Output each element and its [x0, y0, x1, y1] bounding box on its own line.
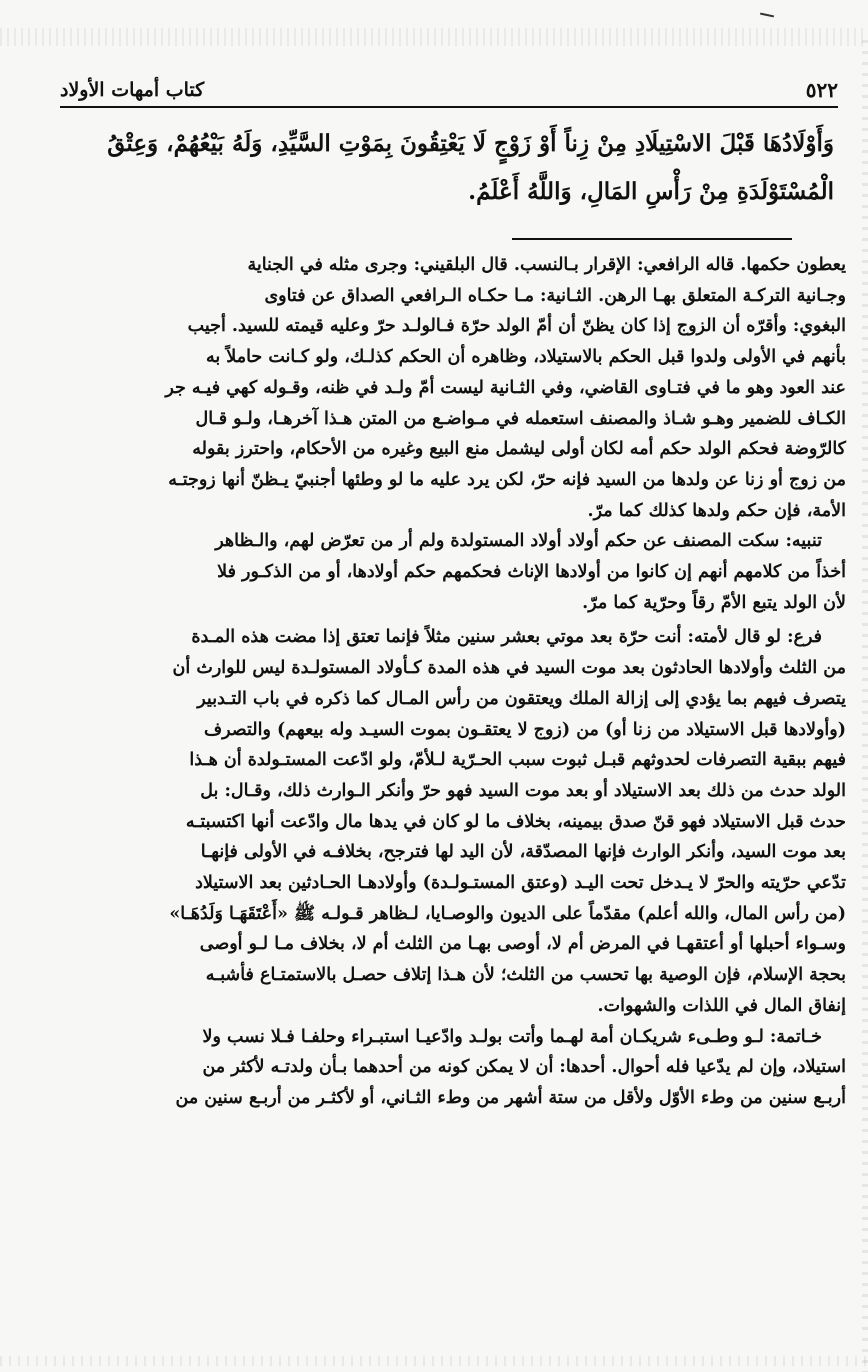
page-header	[60, 72, 838, 108]
commentary-line: يتصرف فيهم بما يؤدي إلى إزالة الملك ويعتقون من رأس المـال كما ذكره في باب التـدبير	[197, 688, 846, 709]
header-rule	[60, 106, 838, 108]
main-text-line: وَأَوْلَادُهَا قَبْلَ الاسْتِيلَادِ مِنْ زِناً أَوْ زَوْجٍ لَا يَعْتِقُونَ بِمَوْتِ السَّيِّدِ، وَلَهُ بَيْعُهُمْ، وَعِتْقُ	[107, 130, 834, 157]
note-heading: تنبيه:	[785, 531, 822, 552]
commentary-line: الولد حدث من ذلك بعد الاستيلاد أو بعد موت السيد فهو حرّ وأنكر الـوارث ذلك، وقـال: بل	[200, 780, 846, 801]
book-title: كتاب أمهات الأولاد	[60, 79, 205, 101]
commentary-line: حدث قبل الاستيلاد فهو قنّ صدق بيمينه، بخلاف ما لو كان في يدها مال وادّعت أنها اكتسبتـه	[185, 811, 846, 832]
branch-heading: فرع:	[787, 627, 822, 648]
separator-rule	[512, 238, 792, 240]
commentary-line: بحجة الإسلام، فإن الوصية بها تحسب من الثلث؛ لأن هـذا إتلاف حصـل بالاستمتـاع فأشبـه	[205, 965, 846, 986]
note-paragraph-first-line	[44, 526, 846, 557]
commentary-line: أخذاً من كلامهم أنهم إن كانوا من أولادها الإناث فحكمهم حكم أولادها، أو من الذكـور فلا	[217, 562, 846, 583]
commentary-line: كالرّوضة فحكم الولد حكم أمه لكان أولى ليشمل منع البيع وغيره من الأحكام، واحترز بقوله	[192, 439, 846, 460]
commentary-line: سكت المصنف عن حكم أولاد أولاد المستولدة ولم أر من تعرّض لهم، والـظاهر	[215, 531, 780, 552]
commentary-line: وسـواء أحبلها أو أعتقهـا في المرض أم لا، أوصى بهـا من الثلث أم لا، بخلاف مـا لـو أوصى	[199, 934, 846, 955]
scan-edge-right	[862, 40, 868, 1372]
commentary-line: يعطون حكمها. قاله الرافعي: الإقرار بـالنسب. قال البلقيني: وجرى مثله في الجناية	[247, 255, 846, 275]
commentary-line: لـو وطـىء شريكـان أمة لهـما وأتت بولـد وادّعيـا استبـراء وحلفـا فـلا نسب ولا	[202, 1026, 764, 1047]
commentary-line: فيهم ببقية التصرفات لحدوثهم قبـل ثبوت سبب الحـرّية لـلأمّ، ولو ادّعت المستـولدة أن هـذا	[189, 750, 846, 771]
commentary-line: أربـع سنين من وطء الأوّل ولأقل من ستة أشهر من وطء الثـاني، أو لأكثـر من أربـع سنين من	[175, 1087, 846, 1108]
commentary-line: بأنهم في الأولى ولدوا قبل الحكم بالاستيلاد، وظاهره أن الحكم كذلـك، ولو كـانت حاملاً به	[205, 347, 846, 368]
commentary-line: (وأولادها قبل الاستيلاد من زنا أو) من (زوج لا يعتقـون بموت السيـد وله بيعهم) والتصرف	[204, 719, 846, 740]
commentary-line: الأمة، فإن حكم ولدها كذلك كما مرّ.	[587, 500, 846, 521]
commentary-line: البغوي: وأقرّه أن الزوج إذا كان يظنّ أن أمّ الولد حرّة فـالولـد حرّ وعليه قيمته للسيد. أجيب	[187, 316, 846, 337]
commentary-line: إنفاق المال في اللذات والشهوات.	[597, 995, 846, 1016]
commentary-line: الكـاف للضمير وهـو شـاذ والمصنف استعمله في مـواضـع من المتن هـذا آخرهـا، ولـو قـال	[195, 408, 846, 429]
commentary-line: وجـانية التركـة المتعلق بهـا الرهن. الثـانية: مـا حكـاه الـرافعي الصداق عن فتاوى	[264, 285, 846, 306]
scan-mark	[760, 13, 774, 18]
commentary-line: من الثلث وأولادها الحادثون بعد موت السيد في هذه المدة كـأولاد المستولـدة ليس للوارث أن	[172, 658, 846, 679]
commentary-line: عند العود وهو ما في فتـاوى القاضي، وفي الثـانية ليست أمّ ولـد في ظنه، وقـوله كهي فيـه جر	[165, 377, 846, 398]
commentary-line: (من رأس المال، والله أعلم) مقدّماً على الديون والوصـايا، لـظاهر قـولـه ﷺ «أَعْتَقَهَـا وَلَدُهَـا»	[169, 903, 846, 924]
commentary-line: لأن الولد يتبع الأمّ رقاً وحرّية كما مرّ.	[582, 592, 846, 613]
conclusion-paragraph-first-line	[44, 1022, 846, 1053]
scan-noise-bottom	[0, 1356, 868, 1366]
branch-paragraph-first-line	[44, 622, 846, 653]
commentary-line: تدّعي حرّيته والحرّ لا يـدخل تحت اليـد (وعتق المستـولـدة) وأولادهـا الحـادثين بعد الاستيلاد	[195, 873, 846, 894]
commentary-line: بعد موت السيد، وأنكر الوارث فإنها المصدّقة، لأن اليد لها فترجح، بخلافـه في الأولى فإنهـا	[200, 842, 846, 863]
scan-noise-top	[0, 28, 868, 46]
main-text	[62, 120, 834, 216]
commentary-line: استيلاد، وإن لم يدّعيا فله أحوال. أحدها: أن لا يمكن كونه من أحدهما بـأن ولدتـه لأكثر من	[202, 1057, 846, 1078]
commentary	[44, 250, 846, 1114]
commentary-line: من زوج أو زنا عن ولدها من السيد فإنه حرّ، لكن يرد عليه ما لو وطئها أجنبيّ يـظنّ أنها زوجتـه	[168, 469, 846, 490]
main-text-line: الْمُسْتَوْلَدَةِ مِنْ رَأْسِ المَالِ، وَاللَّهُ أَعْلَمُ.	[468, 178, 834, 205]
page-number: ٥٢٢	[805, 78, 838, 102]
conclusion-heading: خـاتمة:	[769, 1026, 822, 1047]
commentary-line: لو قال لأمته: أنت حرّة بعد موتي بعشر سنين مثلاً فإنما تعتق إذا مضت هذه المـدة	[191, 627, 781, 648]
